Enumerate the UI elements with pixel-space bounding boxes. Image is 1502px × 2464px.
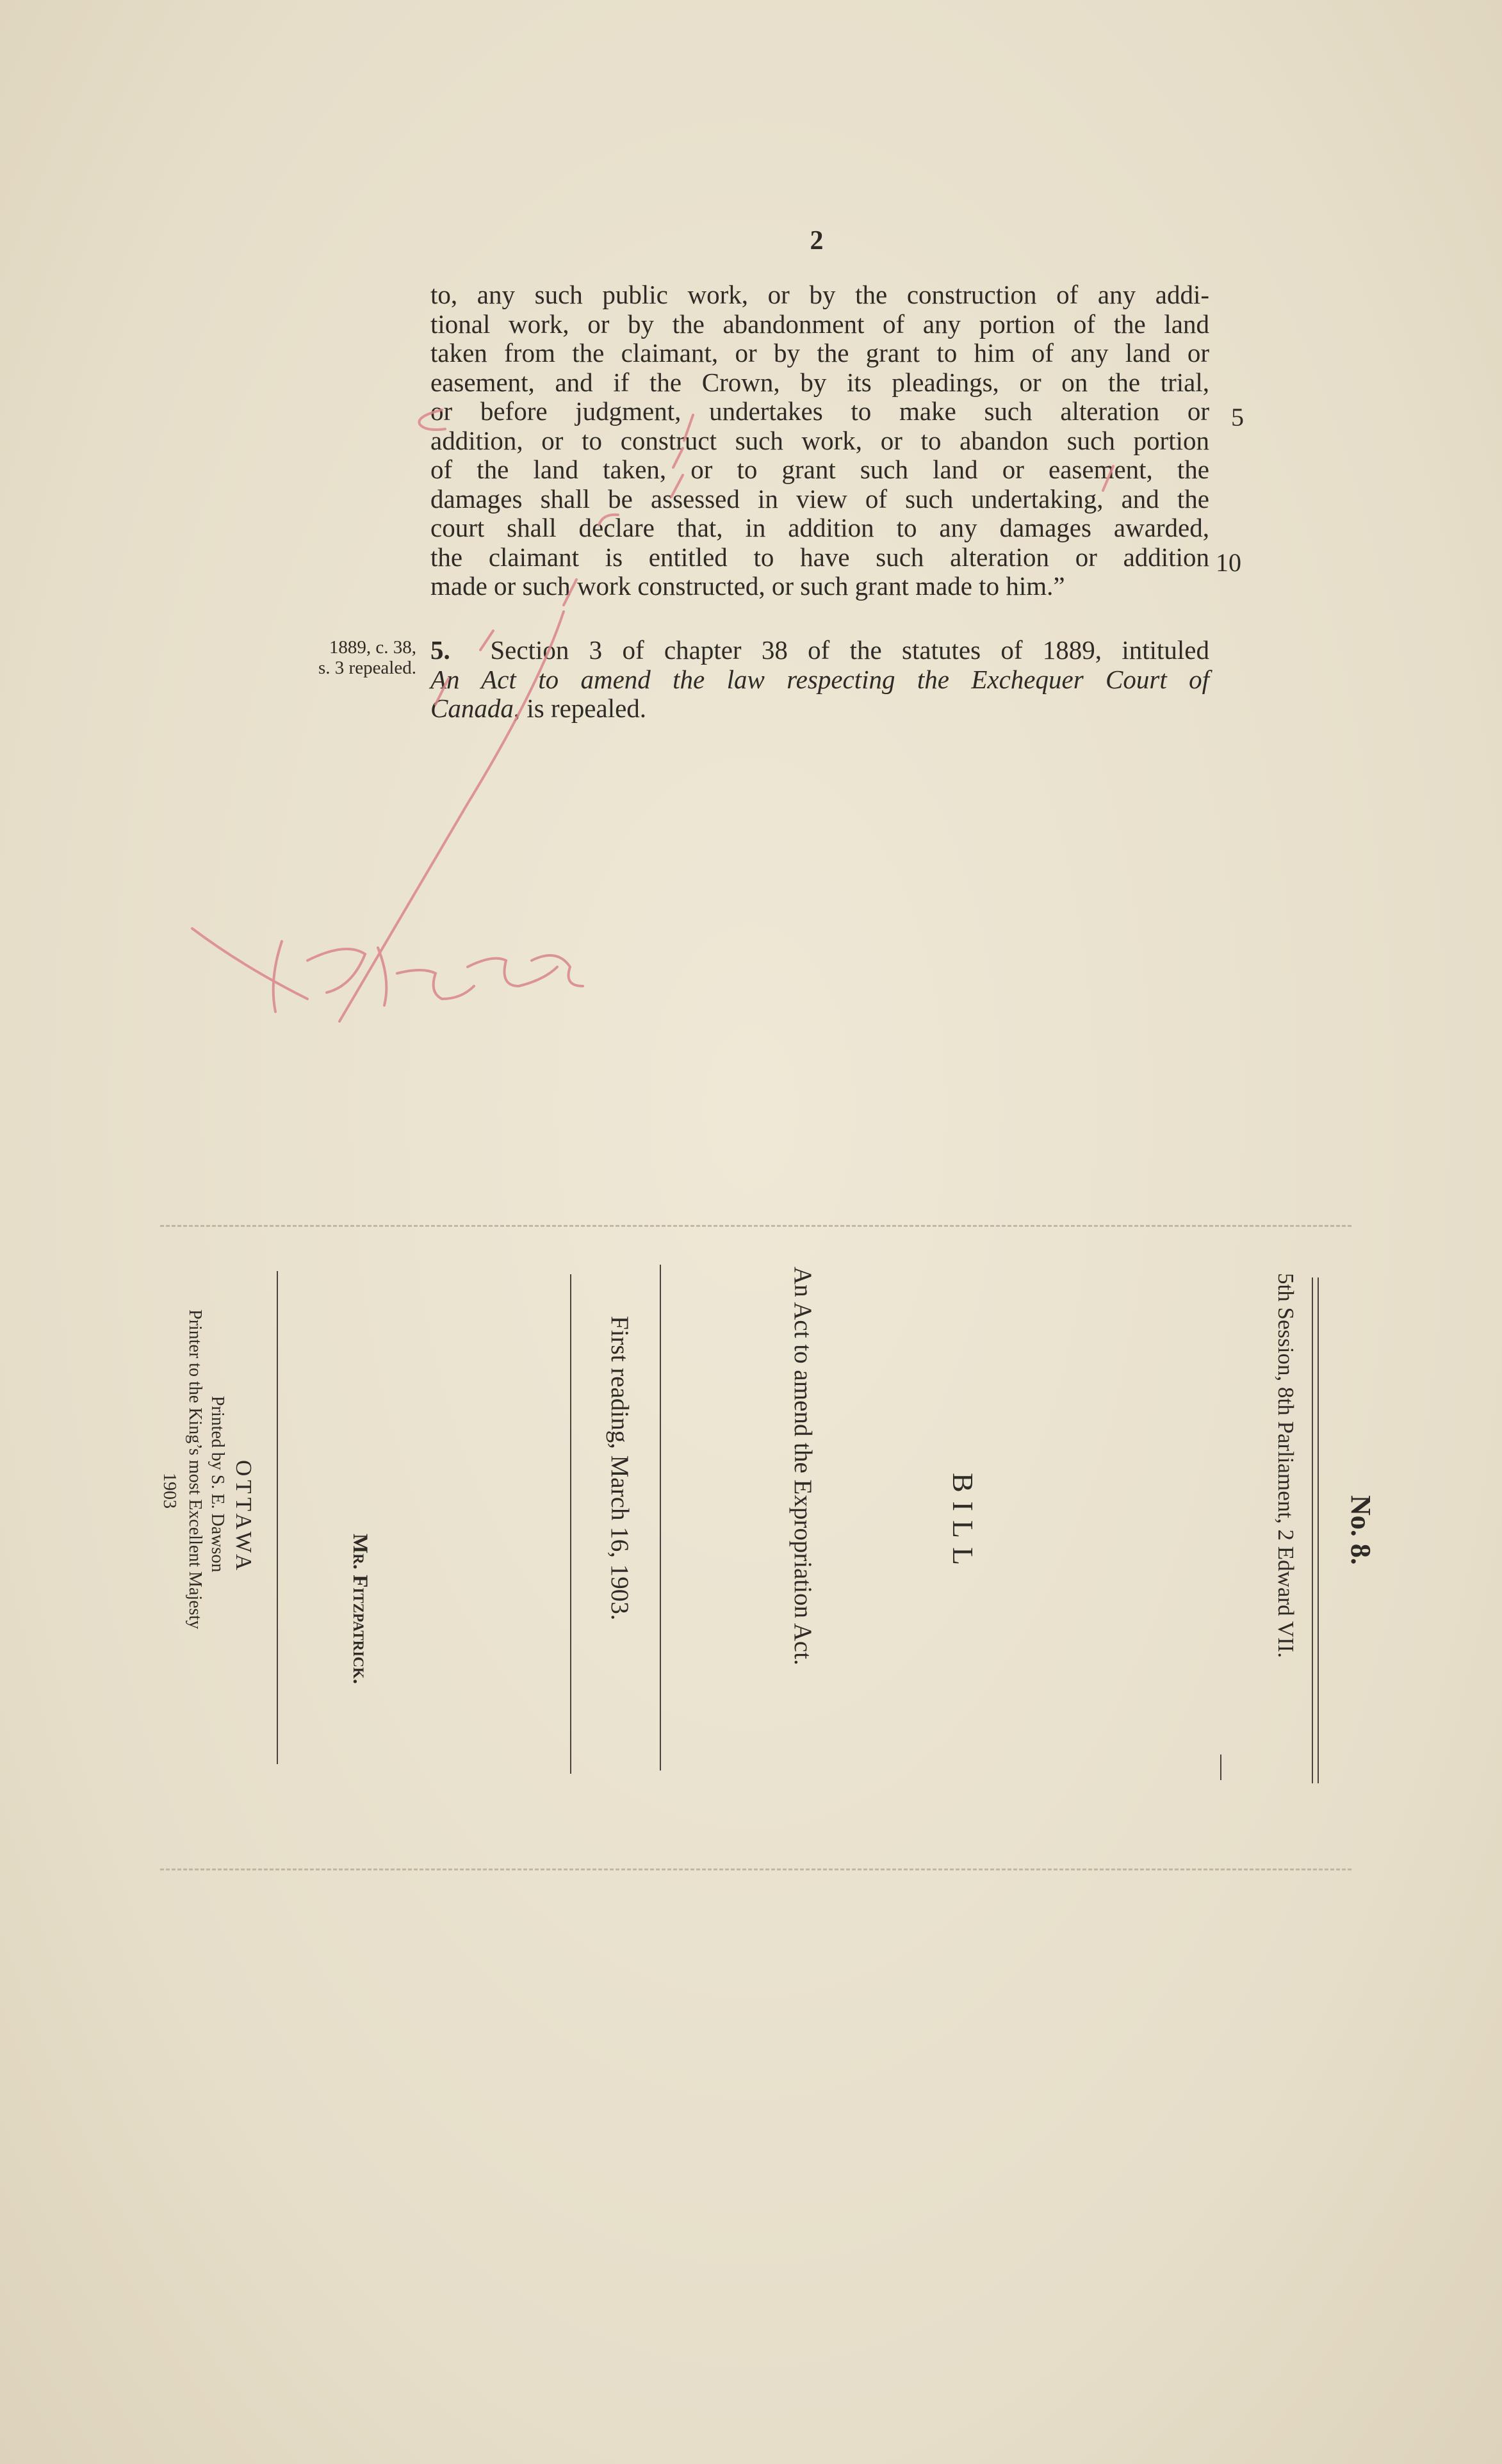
first-reading: First reading, March 16, 1903. [606,1316,633,1621]
body-line: damages shall be assessed in view of such undertaking, and the [430,483,1209,514]
section-number: 5. [430,635,450,665]
line-number-10: 10 [1216,548,1241,577]
body-line: or before judgment, undertakes to make such alteration or [430,396,1209,426]
bill-title: An Act to amend the Expropriation Act. [789,1267,817,1666]
body-line: of the land taken, or to grant such land or easement, the [430,455,1209,484]
printer-title: Printer to the King’s most Excellent Majesty [185,1309,205,1630]
section-text-end: , is repealed. [513,693,647,723]
body-line: the claimant is entitled to have such alteration or addition [430,542,1209,572]
body-line: court shall declare that, in addition to any damages awarded, [430,513,1209,542]
rule [1220,1755,1221,1780]
rule [277,1271,278,1764]
page-number: 2 [810,226,824,255]
session-line: 5th Session, 8th Parliament, 2 Edward VII. [1273,1273,1298,1658]
rule [660,1265,661,1771]
line-number-5: 5 [1231,403,1244,432]
body-line: taken from the claimant, or by the grant to him of any land or [430,338,1209,368]
body-line: made or such work constructed, or such grant made to him.” [430,571,1065,601]
section-text: Section 3 of chapter 38 of the statutes of 1889, intituled [490,635,1209,665]
body-line: to, any such public work, or by the construction of any addi- [430,280,1209,309]
printer-name: Printed by S. E. Dawson [208,1396,227,1573]
marginal-note-line: s. 3 repealed. [318,658,416,678]
rule [570,1274,571,1774]
double-rule [1312,1277,1319,1783]
printing-place: OTTAWA [231,1460,256,1575]
body-line: addition, or to construct such work, or to abandon such portion [430,425,1209,455]
sponsor: Mr. Fitzpatrick. [348,1534,371,1684]
body-line: easement, and if the Crown, by its pleadings, or on the trial, [430,367,1209,397]
fold-line [160,1868,1351,1870]
fold-line [160,1225,1351,1227]
act-title-italic-end: Canada [430,693,514,723]
bill-number: No. 8. [1345,1495,1376,1565]
printing-year: 1903 [159,1473,179,1509]
body-line: tional work, or by the abandonment of any portion of the land [430,309,1209,339]
act-title-italic: An Act to amend the law respecting the Exchequer Court of [430,664,1209,694]
marginal-note-line: 1889, c. 38, [329,637,416,658]
bill-label: BILL [947,1473,979,1575]
